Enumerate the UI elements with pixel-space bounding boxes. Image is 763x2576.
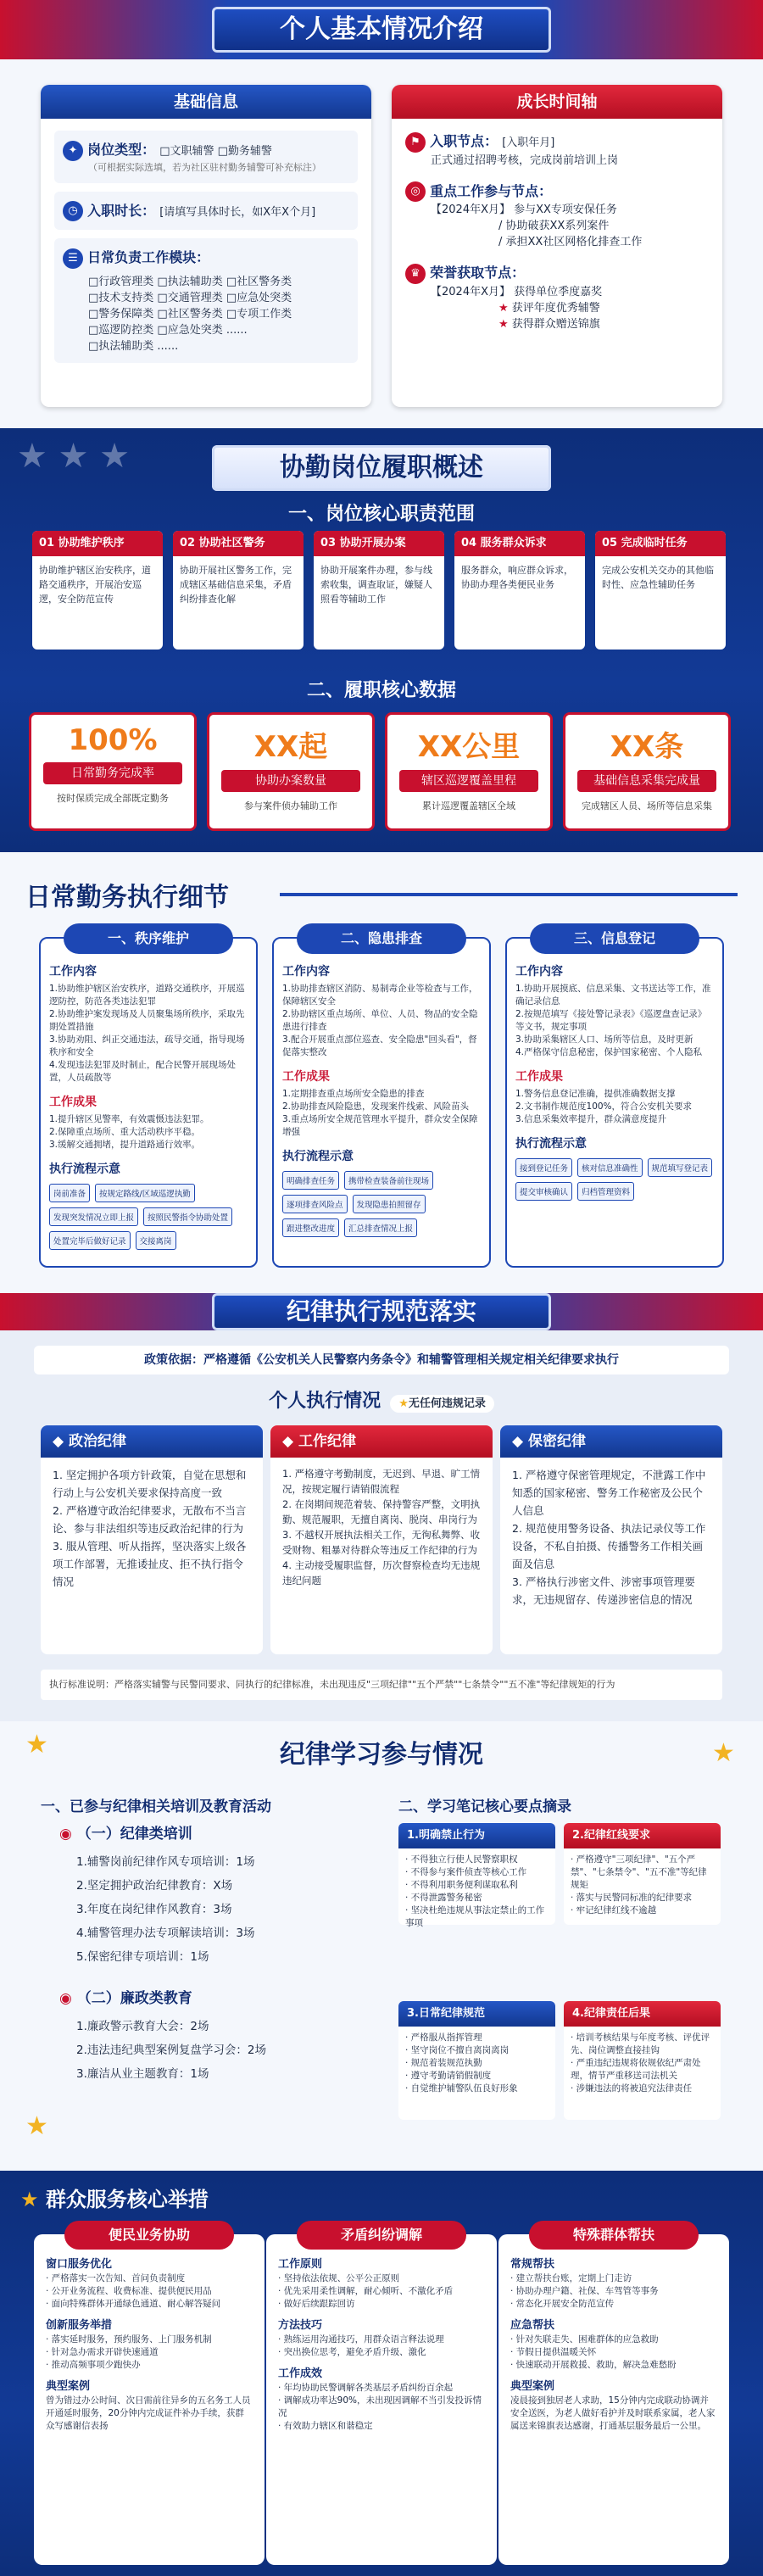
exec-sub: 工作内容: [282, 965, 330, 979]
exec-item: 4.发现违法犯罪及时制止，配合民警开展现场处置，人员疏散等: [49, 1060, 237, 1083]
duty-card: [314, 531, 444, 650]
exec-sub: 工作成果: [49, 1096, 97, 1109]
service-item: · 突出换位思考，避免矛盾升级、激化: [278, 2347, 426, 2357]
service-card-title: 矛盾纠纷调解: [297, 2221, 466, 2250]
star-icon: ★: [712, 1738, 735, 1768]
exec-item: 2.保障重点场所、重大活动秩序平稳。: [49, 1127, 201, 1137]
post-note: （可根据实际选填，若为社区驻村勤务辅警可补充标注）: [88, 161, 321, 173]
tl-join-desc: 正式通过招聘考核，完成岗前培训上岗: [431, 153, 619, 167]
exec-card-title: 二、隐患排查: [297, 923, 466, 954]
note-item: · 坚决杜绝违规从事法定禁止的工作事项: [405, 1905, 545, 1928]
study-right-title: 二、学习笔记核心要点摘录: [398, 1798, 571, 1815]
flow-step: 按规定路线/区域巡逻执勤: [95, 1184, 195, 1202]
basic-info-card: [41, 85, 371, 407]
exec-item: 1.提升辖区见警率，有效震慑违法犯罪。: [49, 1114, 209, 1124]
duty-card-body: 协助维护辖区治安秩序，道路交通秩序，开展治安巡逻，安全防范宣传: [39, 565, 151, 605]
note-item: · 遵守考勤请销假制度: [405, 2071, 492, 2081]
note-item: · 涉嫌违法的将被追究法律责任: [571, 2083, 693, 2094]
flow-step: 归档管理资料: [577, 1182, 634, 1201]
duty-title: 协勤岗位履职概述: [212, 445, 551, 491]
service-title-row: [20, 2183, 209, 2212]
section-service: [0, 2171, 763, 2576]
service-sub: 创新服务举措: [46, 2319, 113, 2332]
discipline-card: [41, 1425, 263, 1654]
task-row: □巡逻防控类 □应急处突类 ......: [88, 323, 248, 337]
exec-sub: 工作成果: [515, 1070, 563, 1084]
exec-item: 3.协助采集辖区人口、场所等信息，及时更新: [515, 1034, 693, 1045]
star-icon: ★: [498, 301, 509, 315]
note-title: 1.明确禁止行为: [398, 1823, 555, 1848]
train-item: 2.违法违纪典型案例复盘学习会：2场: [76, 2044, 266, 2057]
page-title: 个人基本情况介绍: [212, 7, 551, 53]
service-sub: 典型案例: [46, 2380, 91, 2393]
footnote: 执行标准说明：严格落实辅警与民警同要求、同执行的纪律标准，未出现违反"三项纪律""五个严禁""七条禁令""五不准"等纪律规矩的行为: [41, 1670, 722, 1700]
exec-item: 1.警务信息登记准确，提供准确数据支撑: [515, 1089, 676, 1099]
duty-sub2: 二、履职核心数据: [306, 680, 456, 701]
flag-icon: ⚑: [405, 132, 426, 153]
policy-text: 政策依据：严格遵循《公安机关人民警察内务条令》和辅警管理相关规定相关纪律要求执行: [34, 1346, 729, 1374]
clock-icon: ◷: [63, 201, 83, 221]
exec-sub: 工作成果: [282, 1070, 330, 1084]
tl-key-item: / 承担XX社区网格化排查工作: [498, 236, 643, 248]
briefcase-icon: ◆: [282, 1433, 298, 1450]
service-item: · 常态化开展安全防范宣传: [510, 2299, 615, 2309]
star-icon: ★: [25, 2111, 48, 2141]
duty-card-body: 协助开展社区警务工作，完成辖区基础信息采集，矛盾纠纷排查化解: [180, 565, 292, 605]
service-item: · 针对急办需求开辟快速通道: [46, 2347, 159, 2357]
task-row: □警务保障类 □社区警务类 □专项工作类: [88, 307, 292, 321]
flow-step: 跟进整改进度: [282, 1218, 339, 1237]
tl-honor-item: [431, 300, 709, 316]
stat-desc: 累计巡逻覆盖辖区全域: [422, 800, 515, 811]
tl-honor-text: 获得群众赠送锦旗: [511, 317, 600, 331]
shield-icon: ◆: [53, 1433, 69, 1450]
badge-text: 无任何违规记录: [408, 1397, 486, 1410]
flow-step: 发现突发情况立即上报: [49, 1207, 138, 1226]
discipline-item: 1. 严格遵守考勤制度，无迟到、早退、旷工情况，按规定履行请销假流程: [282, 1468, 481, 1495]
post-value: □文职辅警 □勤务辅警: [159, 145, 272, 158]
section-discipline: [0, 1293, 763, 1721]
service-sub: 窗口服务优化: [46, 2258, 113, 2271]
train-item: 3.廉洁从业主题教育：1场: [76, 2067, 209, 2081]
book-icon: ◉: [59, 1826, 77, 1843]
flow-step: 汇总排查情况上报: [344, 1218, 417, 1237]
discipline-card-label: 保密纪律: [528, 1433, 586, 1450]
duty-card: [595, 531, 726, 650]
exec-item: 1.协助开展摸底、信息采集、文书送达等工作，准确记录信息: [515, 984, 711, 1006]
duty-card: [32, 531, 163, 650]
service-sub: 应急帮扶: [510, 2319, 555, 2332]
service-title: 群众服务核心举措: [45, 2188, 209, 2211]
discipline-card: [270, 1425, 493, 1654]
discipline-item: 4. 主动接受履职监督，历次督察检查均无违规违纪问题: [282, 1559, 481, 1586]
timeline-card: [392, 85, 722, 407]
discipline-card-title: [500, 1425, 722, 1458]
tl-honor-label: 荣誉获取节点：: [430, 265, 526, 281]
note-title: 4.纪律责任后果: [564, 2001, 721, 2027]
service-item: · 节假日提供温暖关怀: [510, 2347, 597, 2357]
study-g2-title: [59, 1986, 192, 2007]
service-item: · 建立帮扶台账，定期上门走访: [510, 2273, 632, 2283]
discipline-item: 2. 严格遵守政治纪律要求，无散布不当言论、参与非法组织等违反政治纪律的行为: [53, 1504, 247, 1535]
g1-list: [76, 1850, 254, 1969]
service-card-title: 特殊群体帮扶: [529, 2221, 699, 2250]
exec-item: 3.配合开展重点部位巡查、安全隐患"回头看"，督促落实整改: [282, 1034, 477, 1057]
note-item: · 不得参与案件侦查等核心工作: [405, 1867, 527, 1877]
star-icon: ★: [25, 1730, 48, 1759]
discipline-card-label: 政治纪律: [69, 1433, 126, 1450]
badge-icon: ✦: [63, 141, 83, 161]
flow-step: 明确排查任务: [282, 1171, 339, 1190]
flow-step: 按照民警指令协助处置: [143, 1207, 232, 1226]
duty-card-title: 05 完成临时任务: [595, 531, 726, 556]
stat-card: [563, 712, 731, 831]
service-card: [498, 2227, 729, 2565]
discipline-item: 1. 严格遵守保密管理规定，不泄露工作中知悉的国家秘密、警务工作秘密及公民个人信息: [512, 1469, 706, 1517]
exec-card: [505, 930, 724, 1268]
train-item: 2.坚定拥护政治纪律教育：X场: [76, 1879, 233, 1893]
discipline-card-label: 工作纪律: [298, 1433, 356, 1450]
note-item: · 不得泄露警务秘密: [405, 1893, 482, 1903]
stat-card: [29, 712, 197, 831]
section-study: [0, 1721, 763, 2171]
exec-item: 2.协助维护案发现场及人员聚集场所秩序，采取先期处置措施: [49, 1009, 245, 1032]
exec-card: [272, 930, 491, 1268]
service-card: [34, 2227, 265, 2565]
tl-join-value: [入职年月]: [502, 137, 555, 149]
flow-step: 携带检查装备前往现场: [344, 1171, 433, 1190]
note-item: · 不得独立行使人民警察职权: [405, 1854, 518, 1865]
note-item: · 培训考核结果与年度考核、评优评先、岗位调整直接挂钩: [571, 2032, 710, 2055]
task-row: □技术支持类 □交通管理类 □应急处突类: [88, 291, 292, 304]
g2-list: [76, 2015, 266, 2086]
stat-value: 100%: [68, 723, 158, 757]
service-sub: 工作原则: [278, 2258, 323, 2271]
basic-info-title: 基础信息: [41, 85, 371, 119]
duty-card-title: 01 协助维护秩序: [32, 531, 163, 556]
discipline-item: 3. 严格执行涉密文件、涉密事项管理要求，无违规留存、传递涉密信息的情况: [512, 1575, 695, 1606]
trophy-icon: ♛: [405, 264, 426, 284]
duty-card-body: 协助开展案件办理，参与线索收集，调查取证，嫌疑人照看等辅助工作: [320, 565, 432, 605]
exec-item: 3.协助劝阻、纠正交通违法，疏导交通，指导现场秩序和安全: [49, 1034, 245, 1057]
note-item: · 严重违纪违规将依规依纪严肃处理，情节严重移送司法机关: [571, 2058, 701, 2081]
stat-value: XX条: [610, 730, 684, 764]
stat-tag: 辖区巡逻覆盖里程: [399, 770, 538, 792]
stat-desc: 参与案件侦办辅助工作: [244, 800, 337, 811]
train-item: 1.辅警岗前纪律作风专项培训：1场: [76, 1855, 255, 1869]
service-sub: 常规帮扶: [510, 2258, 555, 2271]
discipline-item: 3. 不越权开展执法相关工作，无徇私舞弊、收受财物、粗暴对待群众等违反工作纪律的行为: [282, 1529, 481, 1556]
note-title: 2.纪律红线要求: [564, 1823, 721, 1848]
star-icon: ★: [498, 317, 509, 331]
stat-tag: 日常勤务完成率: [43, 762, 182, 784]
note-card: [398, 2001, 555, 2120]
exec-item: 3.信息采集效率提升，群众满意度提升: [515, 1114, 667, 1124]
study-left-title: 一、已参与纪律相关培训及教育活动: [41, 1798, 271, 1815]
tl-key-item: / 协助破获XX系列案件: [498, 220, 610, 232]
train-item: 5.保密纪律专项培训：1场: [76, 1950, 209, 1964]
tl-honor-text: 获评年度优秀辅警: [511, 301, 600, 315]
discipline-card-title: [270, 1425, 493, 1458]
list-icon: ☰: [63, 248, 83, 269]
discipline-item: 1. 坚定拥护各项方针政策，自觉在思想和行动上与公安机关要求保持高度一致: [53, 1469, 247, 1499]
exec-item: 1.定期排查重点场所安全隐患的排查: [282, 1089, 425, 1099]
exec-item: 2.协助排查风险隐患，发现案件线索、风险苗头: [282, 1101, 470, 1112]
daily-title: 日常勤务执行细节: [25, 883, 229, 912]
section-basic: [0, 0, 763, 428]
service-item: · 快速联动开展救援、救助，解决急难愁盼: [510, 2360, 677, 2370]
study-g1-title: [59, 1821, 192, 1843]
duty-sub1: 一、岗位核心职责范围: [287, 504, 475, 525]
stat-value: XX起: [253, 730, 328, 764]
service-card-title: 便民业务协助: [64, 2221, 234, 2250]
flow-step: 规范填写登记表: [648, 1158, 713, 1177]
section-duty: [0, 428, 763, 852]
stars-decoration: ★ ★ ★: [17, 437, 131, 476]
personal-row: [0, 1386, 763, 1413]
note-item: · 规范着装规范执勤: [405, 2058, 482, 2068]
stat-card: [207, 712, 375, 831]
target-icon: ◎: [405, 181, 426, 202]
note-title: 3.日常纪律规范: [398, 2001, 555, 2027]
discipline-card: [500, 1425, 722, 1654]
duty-card-title: 02 协助社区警务: [173, 531, 304, 556]
service-item: · 面向特殊群体开通绿色通道、耐心解答疑问: [46, 2299, 221, 2309]
train-item: 3.年度在岗纪律作风教育：3场: [76, 1903, 232, 1916]
book-icon: ◉: [59, 1990, 77, 2007]
stat-desc: 完成辖区人员、场所等信息采集: [582, 800, 712, 811]
discipline-item: 2. 规范使用警务设备、执法记录仪等工作设备，不私自拍摄、传播警务工作相关画面及信息: [512, 1522, 706, 1570]
exec-sub: 工作内容: [515, 965, 563, 979]
stat-value: XX公里: [417, 730, 521, 764]
service-item: · 落实延时服务，预约服务、上门服务机制: [46, 2334, 212, 2345]
note-card: [564, 2001, 721, 2120]
service-card: [266, 2227, 497, 2565]
service-item: · 做好后续跟踪回访: [278, 2299, 355, 2309]
study-title: 纪律学习参与情况: [280, 1740, 483, 1770]
join-value: [请填写具体时长，如X年X个月]: [159, 205, 316, 219]
discipline-card-title: [41, 1425, 263, 1458]
note-item: · 坚守岗位不擅自离岗离岗: [405, 2045, 510, 2055]
flow-step: 岗前准备: [49, 1184, 90, 1202]
service-item: · 优先采用柔性调解，耐心倾听、不激化矛盾: [278, 2286, 454, 2296]
flow-step: 逐项排查风险点: [282, 1195, 348, 1213]
study-g2-label: （二）廉政类教育: [76, 1990, 192, 2007]
tl-honor-item: 【2024年X月】 获得单位季度嘉奖: [431, 285, 603, 298]
service-item: · 熟练运用沟通技巧，用群众语言释法说理: [278, 2334, 444, 2345]
service-item: · 针对失联走失、困难群体的应急救助: [510, 2334, 659, 2345]
exec-item: 2.协助辖区重点场所、单位、人员、物品的安全隐患进行排查: [282, 1009, 478, 1032]
stat-desc: 按时保质完成全部既定勤务: [57, 793, 169, 804]
join-label: 入职时长：: [87, 202, 156, 219]
service-case: 凌晨接到独居老人求助，15分钟内完成联动协调并安全送医，为老人做好看护并及时联系家属，老人家属送来锦旗表达感谢，打通基层服务最后一公里。: [510, 2395, 716, 2431]
exec-card: [39, 930, 258, 1268]
tl-key-label: 重点工作参与节点：: [430, 182, 553, 199]
section-daily: [0, 852, 763, 1293]
service-sub: 工作成效: [278, 2367, 323, 2380]
star-icon: ★: [20, 2188, 46, 2211]
service-item: · 协助办理户籍、社保、车驾管等事务: [510, 2286, 659, 2296]
exec-item: 2.文书制作规范度100%，符合公安机关要求: [515, 1101, 693, 1112]
note-item: · 落实与民警同标准的纪律要求: [571, 1893, 693, 1903]
exec-sub: 工作内容: [49, 965, 97, 979]
flow-step: 提交审核确认: [515, 1182, 572, 1201]
note-item: · 牢记纪律红线不逾越: [571, 1905, 657, 1915]
exec-card-title: 一、秩序维护: [64, 923, 233, 954]
task-row: □行政管理类 □执法辅助类 □社区警务类: [88, 275, 292, 288]
flow-step: 交接离岗: [136, 1231, 176, 1250]
exec-item: 4.严格保守信息秘密，保护国家秘密、个人隐私: [515, 1047, 703, 1057]
duty-card: [173, 531, 304, 650]
tl-join-label: 入职节点：: [430, 133, 498, 149]
discipline-title: 纪律执行规范落实: [212, 1293, 551, 1330]
flow-step: 处置完毕后做好记录: [49, 1231, 131, 1250]
stat-tag: 协助办案数量: [221, 770, 360, 792]
duty-card: [454, 531, 585, 650]
no-violation-badge: [390, 1395, 494, 1413]
title-rule: [280, 893, 738, 896]
exec-sub: 执行流程示意: [49, 1163, 120, 1176]
timeline-title: 成长时间轴: [392, 85, 722, 119]
duty-card-body: 完成公安机关交办的其他临时性、应急性辅助任务: [602, 565, 714, 590]
exec-item: 1.协助排查辖区消防、易制毒企业等检查与工作，保障辖区安全: [282, 984, 478, 1006]
task-row: □执法辅助类 ......: [88, 339, 179, 353]
exec-sub: 执行流程示意: [282, 1150, 354, 1163]
service-item: · 严格落实一次告知、首问负责制度: [46, 2273, 186, 2283]
exec-card-title: 三、信息登记: [530, 923, 699, 954]
note-card: [564, 1823, 721, 1925]
lock-icon: ◆: [512, 1433, 528, 1450]
duty-card-title: 03 协助开展办案: [314, 531, 444, 556]
exec-item: 2.按规范填写《接处警记录表》《巡逻盘查记录》等文书，规定事项: [515, 1009, 707, 1032]
exec-item: 3.重点场所安全规范管理水平提升，群众安全保障增强: [282, 1114, 478, 1137]
tl-honor-item: [431, 316, 709, 332]
note-item: · 自觉维护辅警队伍良好形象: [405, 2083, 518, 2094]
service-case: 曾为错过办公时间、次日需前往异乡的五名务工人员开通延时服务，20分钟内完成证件补办手续，获群众写感谢信表扬: [46, 2395, 251, 2431]
flow-step: 核对信息准确性: [577, 1158, 643, 1177]
flow-step: 接到登记任务: [515, 1158, 572, 1177]
tasks-label: 日常负责工作模块：: [87, 249, 210, 265]
service-item: · 年均协助民警调解各类基层矛盾纠纷百余起: [278, 2383, 454, 2393]
flow-step: 发现隐患拍照留存: [353, 1195, 426, 1213]
stat-tag: 基础信息采集完成量: [577, 770, 716, 792]
service-item: · 坚持依法依规、公平公正原则: [278, 2273, 400, 2283]
stat-card: [385, 712, 553, 831]
discipline-item: 2. 在岗期间规范着装、保持警容严整，文明执勤、规范履职，无擅自离岗、脱岗、串岗行为: [282, 1498, 481, 1525]
duty-card-title: 04 服务群众诉求: [454, 531, 585, 556]
note-item: · 严格遵守"三项纪律"、"五个严禁"、"七条禁令"、"五不准"等纪律规矩: [571, 1854, 707, 1890]
service-sub: 典型案例: [510, 2380, 555, 2393]
service-item: · 调解成功率达90%，未出现因调解不当引发投诉情况: [278, 2395, 482, 2418]
study-g1-label: （一）纪律类培训: [76, 1826, 192, 1843]
star-icon: ★: [398, 1397, 409, 1410]
note-item: · 不得利用职务便利谋取私利: [405, 1880, 518, 1890]
duty-card-body: 服务群众，响应群众诉求，协助办理各类便民业务: [461, 565, 573, 590]
train-item: 1.廉政警示教育大会：2场: [76, 2020, 209, 2033]
service-item: · 有效助力辖区和谐稳定: [278, 2421, 373, 2431]
exec-item: 3.缓解交通拥堵，提升道路通行效率。: [49, 1140, 201, 1150]
note-card: [398, 1823, 555, 1928]
post-label: 岗位类型：: [87, 142, 156, 158]
tl-key-item: 【2024年X月】 参与XX专项安保任务: [431, 204, 617, 216]
discipline-item: 3. 服从管理、听从指挥，坚决落实上级各项工作部署，无推诿扯皮、拒不执行指令情况: [53, 1540, 247, 1588]
exec-item: 1.协助维护辖区治安秩序，道路交通秩序，开展巡逻防控，防范各类违法犯罪: [49, 984, 245, 1006]
service-item: · 公开业务流程、收费标准、提供便民用品: [46, 2286, 212, 2296]
service-item: · 推动高频事项少跑快办: [46, 2360, 141, 2370]
exec-sub: 执行流程示意: [515, 1137, 587, 1151]
train-item: 4.辅警管理办法专项解读培训：3场: [76, 1926, 255, 1940]
note-item: · 严格服从指挥管理: [405, 2032, 482, 2043]
personal-title: 个人执行情况: [269, 1391, 382, 1412]
service-sub: 方法技巧: [278, 2319, 323, 2332]
